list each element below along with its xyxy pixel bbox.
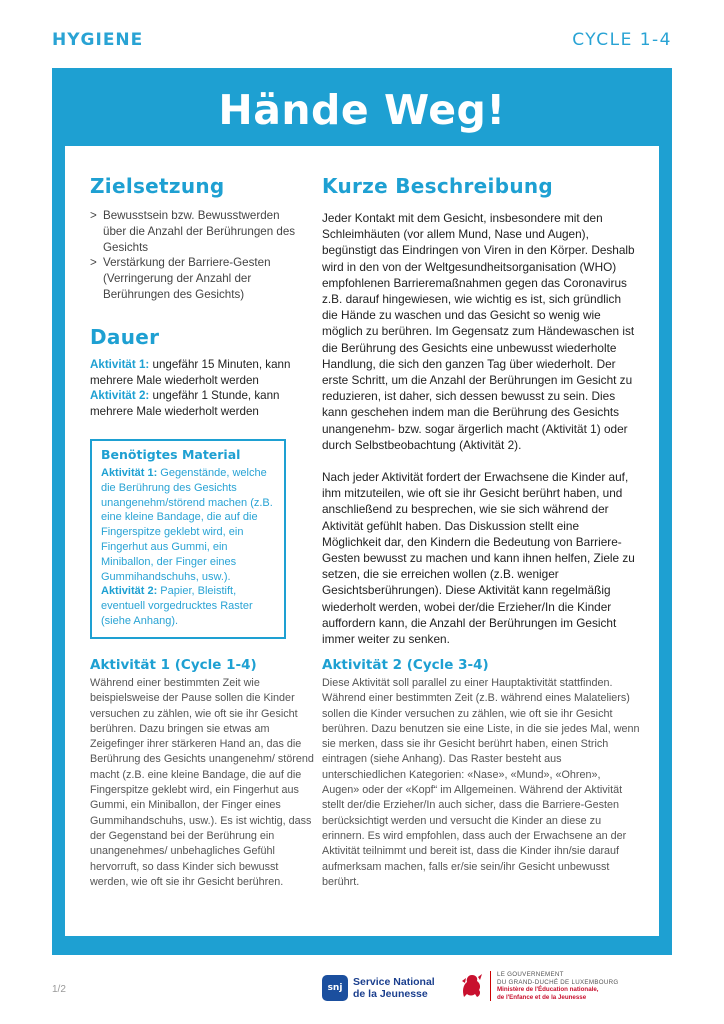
material-activity-1: [101, 466, 276, 584]
material-activity-2-text: Papier, Bleistift, eventuell vorgedrucktes Raster (siehe Anhang).: [101, 585, 253, 627]
content-panel: [65, 146, 659, 936]
goal-item: > Bewusstsein bzw. Bewusstwerden über die Anzahl der Berührungen des Gesichts: [90, 208, 305, 255]
content-frame: [52, 68, 672, 955]
material-activity-1-label: Aktivität 1:: [101, 466, 158, 479]
material-activity-2-label: Aktivität 2:: [101, 585, 158, 598]
activity-2-section: [322, 656, 640, 890]
duration-activity-1-value: ungefähr 15 Minuten, kann mehrere Male wiederholt werden: [90, 357, 291, 387]
goals-list: [90, 208, 305, 303]
snj-logo-icon: snj: [322, 975, 348, 1001]
government-line: LE GOUVERNEMENT: [497, 971, 564, 978]
activity-2-heading: Aktivität 2 (Cycle 3-4): [322, 657, 489, 673]
activity-1-section: [90, 656, 315, 890]
duration-activity-2-value: ungefähr 1 Stunde, kann mehrere Male wiederholt werden: [90, 389, 280, 419]
activity-2-text: Diese Aktivität soll parallel zu einer Hauptaktivität stattfinden. Während einer bestimmten Zeit (z.B. während eines Malateliers) sollen die Kinder versuchen zu zählen, wie oft sie ihr Gesicht berühren. Dazu benutzen sie eine Liste, in die sie jedes Mal, wenn sie merken, dass sie ihr Gesicht berührt haben, einen Strich eintragen (siehe Anhang). Das Raster besteht aus unterschiedlichen Kategorien: «Nase», «Mund», «Ohren», Augen» oder der «Kopf“ im Allgemeinen. Während der Aktivität stellt der/die Erzieher/In auch sicher, dass die Barriere-Gesten berücksichtigt werden und versucht die Kinder an diese zu erinnern. Es wird empfohlen, dass auch der Erwachsene an der Aktivität teilnimmt und bereit ist, dass die Kinder ihn/sie darauf aufmerksam machen, falls er/sie sein/ihr Gesicht unbewusst berührt.: [322, 677, 640, 888]
snj-name-line: Service National: [353, 976, 435, 988]
cycle-label: CYCLE 1-4: [572, 30, 672, 50]
description-body: [322, 210, 640, 647]
ministry-line: de l'Enfance et de la Jeunesse: [497, 993, 587, 1001]
government-line: DU GRAND-DUCHÉ DE LUXEMBOURG: [497, 978, 619, 986]
activity-1-text: Während einer bestimmten Zeit wie beispielsweise der Pause sollen die Kinder versuchen zu zählen, wie oft sie ihr Gesicht berühren. Dazu bringen sie etwas am Zeigefinger ihrer stärkeren Hand an, das die Berührung des Gesichts unangenehm/ störend macht (z.B. eine kleine Bandage, die auf die Fingerspitze geklebt wird, ein Fingerhut aus Gummi, ein Miniballon, der Finger eines Gummihandschuhs, usw.). Es ist wichtig, dass der Gegenstand bei der Berührung ein unangenehmes/ unbehagliches Gefühl hervorruft, so dass Kinder sich bewusst werden, wie oft sie ihr Gesicht berühren.: [90, 677, 314, 888]
material-activity-1-text: Gegenstände, welche die Berührung des Gesichts unangenehm/störend machen (z.B. eine kleine Bandage, die auf die Fingerspitze geklebt wird, ein Fingerhut aus Gummi, ein Miniballon, der Finger eines Gummihandschuhs, usw.).: [101, 466, 273, 583]
duration-activity-1: [90, 357, 305, 389]
duration-heading: Dauer: [90, 324, 160, 349]
material-heading: Benötigtes Material: [101, 446, 241, 462]
duration-activity-1-label: Aktivität 1:: [90, 357, 150, 371]
snj-logo-block: [322, 975, 435, 1001]
government-logo-block: [458, 971, 619, 1001]
left-column: [90, 174, 305, 639]
lion-icon: [458, 971, 484, 1001]
goal-item: > Verstärkung der Barriere-Gesten (Verringerung der Anzahl der Berührungen des Gesichts): [90, 255, 305, 302]
description-heading: Kurze Beschreibung: [322, 174, 554, 198]
government-text: [490, 971, 619, 1001]
right-column: [322, 174, 640, 647]
material-box: [90, 439, 286, 639]
ministry-line: Ministère de l'Éducation nationale,: [497, 986, 599, 994]
category-label: HYGIENE: [52, 30, 144, 50]
activity-1-heading: Aktivität 1 (Cycle 1-4): [90, 657, 257, 673]
description-paragraph: Jeder Kontakt mit dem Gesicht, insbesondere mit den Schleimhäuten (vor allem Mund, Nase und Augen), begünstigt das Eindringen von Viren in den Körper. Deshalb wird in den von der Weltgesundheitsorganisation (WHO) empfohlenen Barrieremaßnahmen gegen das Coronavirus z.B. darauf hingewiesen, wie wichtig es ist, sich gründlich die Hände zu waschen und das Gesicht so wenig wie möglich zu berühren. Im Gegensatz zum Händewaschen ist die Berührung des Gesichts eine unbewusst wiederholte Handlung, die sich den ganzen Tag über wiederholt. Der erste Schritt, um die Anzahl der Berührungen im Gesicht zu reduzieren, ist daher, sich dessen bewusst zu sein. Dies kann geschehen indem man die Berührung des Gesichts unangenehm- bzw. sogar ärgerlich macht (Aktivität 1) oder durch Selbstbeobachtung (Aktivität 2).: [322, 211, 635, 452]
goals-heading: Zielsetzung: [90, 174, 225, 198]
page-title: Hände Weg!: [218, 86, 506, 134]
duration-activity-2: [90, 388, 305, 420]
page-number: 1/2: [52, 984, 66, 995]
snj-name-line: de la Jeunesse: [353, 988, 428, 1000]
duration-text: [90, 357, 305, 420]
snj-name: [353, 976, 435, 1000]
description-paragraph: Nach jeder Aktivität fordert der Erwachsene die Kinder auf, ihm mitzuteilen, wie oft sie ihr Gesicht berührt haben, und anschließend zu besprechen, wie sie sich während der Aktivität gefühlt haben. Das Diskussion stellt eine Möglichkeit dar, den Kindern die Bedeutung von Barriere-Gesten bewusst zu machen und kann ihnen helfen, Ziele zu setzen, die sie erreichen wollen (z.B. weniger Gesichtsberührungen). Diese Aktivität kann regelmäßig wiederholt werden, wobei der/die Erzieher/In die Kinder auffordern kann, die Anzahl der Berührungen im Gesicht immer weiter zu senken.: [322, 470, 635, 647]
material-activity-2: [101, 584, 276, 628]
duration-activity-2-label: Aktivität 2:: [90, 389, 150, 403]
